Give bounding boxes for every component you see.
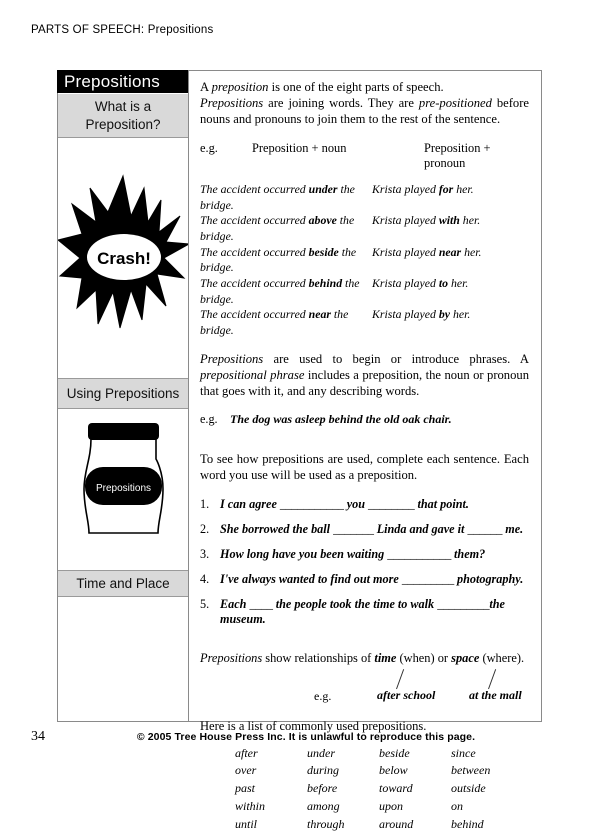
examples-eg-tag: e.g. — [200, 141, 252, 156]
answer-blank[interactable]: _______ — [333, 522, 374, 536]
example-pronoun-sentence: Krista played with her. — [372, 213, 529, 244]
preposition-word: toward — [379, 780, 451, 798]
sidebar — [58, 71, 189, 721]
list-item[interactable] — [200, 522, 529, 537]
answer-blank[interactable]: ______ — [467, 522, 502, 536]
example-noun-sentence: The accident occurred beside the bridge. — [200, 245, 372, 276]
list-item[interactable] — [200, 572, 529, 587]
example-preposition: beside — [309, 245, 339, 259]
sidebar-label-line1: What is a — [95, 98, 151, 116]
worksheet-box — [57, 70, 542, 722]
word-row — [235, 745, 529, 763]
phrase-example-row — [200, 412, 529, 427]
preposition-word: past — [235, 780, 307, 798]
example-preposition: under — [309, 182, 338, 196]
preposition-word: among — [307, 798, 379, 816]
tp-term-prepositions: Prepositions — [200, 651, 262, 665]
example-noun-sentence: The accident occurred near the bridge. — [200, 307, 372, 338]
answer-blank[interactable]: _________ — [402, 572, 454, 586]
using-instruction: To see how prepositions are used, complete each sentence. Each word you use will be used as a preposition. — [200, 451, 529, 484]
preposition-word: until — [235, 816, 307, 833]
crash-text: Crash! — [97, 249, 151, 268]
preposition-word: under — [307, 745, 379, 763]
example-noun-sentence: The accident occurred under the bridge. — [200, 182, 372, 213]
question-number: 2. — [200, 522, 220, 537]
sidebar-empty-cell — [58, 597, 188, 721]
answer-blank[interactable]: _________ — [437, 597, 489, 611]
phrase-eg-tag: e.g. — [200, 412, 230, 427]
list-item[interactable] — [200, 597, 529, 627]
tp-eg-tag: e.g. — [314, 689, 331, 704]
intro-text-3: are joining words. They are — [263, 96, 419, 110]
time-place-paragraph — [200, 651, 529, 666]
example-row — [200, 307, 529, 338]
example-pronoun-sentence: Krista played for her. — [372, 182, 529, 213]
preposition-word: before — [307, 780, 379, 798]
preposition-word: on — [451, 798, 523, 816]
preposition-word: beside — [379, 745, 451, 763]
leader-line-space — [488, 669, 496, 689]
phrase-term-prepositions: Prepositions — [200, 352, 263, 366]
example-row — [200, 213, 529, 244]
example-preposition: near — [309, 307, 331, 321]
question-text: She borrowed the ball _______ Linda and gave it ______ me. — [220, 522, 523, 537]
question-number: 3. — [200, 547, 220, 562]
tp-text-2: (when) or — [396, 651, 451, 665]
copyright-notice: © 2005 Tree House Press Inc. It is unlawful to reproduce this page. — [0, 731, 612, 743]
intro-paragraph — [200, 80, 529, 128]
sidebar-label-using-prepositions — [58, 378, 188, 409]
word-list-intro: Here is a list of commonly used prepositions. — [200, 719, 529, 734]
preposition-word: outside — [451, 780, 523, 798]
intro-term-pre-positioned: pre-positioned — [419, 96, 492, 110]
example-preposition: behind — [309, 276, 342, 290]
tp-term-time: time — [374, 651, 396, 665]
word-row — [235, 780, 529, 798]
page-number: 34 — [31, 729, 45, 745]
preposition-word: below — [379, 762, 451, 780]
sidebar-label-what-is-a-preposition — [58, 94, 188, 138]
preposition-word: after — [235, 745, 307, 763]
word-row — [235, 798, 529, 816]
answer-blank[interactable]: ____ — [249, 597, 272, 611]
intro-text-1: A — [200, 80, 212, 94]
question-text: I've always wanted to find out more _________ photography. — [220, 572, 523, 587]
preposition-word: during — [307, 762, 379, 780]
sidebar-label-time-and-place — [58, 570, 188, 597]
example-preposition: near — [439, 245, 461, 259]
jar-label-text: Prepositions — [96, 483, 151, 494]
tp-example-place: at the mall — [469, 688, 522, 703]
example-pronoun-sentence: Krista played by her. — [372, 307, 529, 338]
intro-text-4: before nouns and pronouns to join them to the rest of the sentence. — [200, 96, 529, 126]
answer-blank[interactable]: ________ — [368, 497, 414, 511]
phrase-text-1: are used to begin or introduce phrases. A — [263, 352, 529, 366]
preposition-word: behind — [451, 816, 523, 833]
time-place-examples — [200, 680, 529, 706]
question-number: 1. — [200, 497, 220, 512]
example-pronoun-sentence: Krista played to her. — [372, 276, 529, 307]
example-preposition: above — [309, 213, 337, 227]
page-title: Prepositions — [57, 70, 188, 93]
preposition-word-grid — [235, 745, 529, 833]
preposition-jar-icon — [58, 409, 188, 570]
preposition-word: within — [235, 798, 307, 816]
word-row — [235, 816, 529, 833]
examples-table — [200, 182, 529, 339]
intro-term-prepositions: Prepositions — [200, 96, 263, 110]
preposition-word: between — [451, 762, 523, 780]
preposition-word: over — [235, 762, 307, 780]
tp-term-space: space — [451, 651, 479, 665]
example-preposition: to — [439, 276, 448, 290]
example-row — [200, 182, 529, 213]
phrase-text-2: includes a preposition, the noun or pronoun that goes with it, and any describing words. — [200, 368, 529, 398]
example-preposition: by — [439, 307, 450, 321]
tp-text-3: (where). — [479, 651, 524, 665]
example-preposition: with — [439, 213, 460, 227]
list-item[interactable] — [200, 497, 529, 512]
example-row — [200, 245, 529, 276]
leader-line-time — [396, 669, 404, 689]
sidebar-label-line1: Using Prepositions — [67, 385, 180, 403]
preposition-word: upon — [379, 798, 451, 816]
answer-blank[interactable]: ___________ — [387, 547, 451, 561]
prepositional-phrase-paragraph — [200, 352, 529, 400]
intro-term-preposition: preposition — [212, 80, 269, 94]
crash-starburst-icon — [58, 138, 188, 378]
example-pronoun-sentence: Krista played near her. — [372, 245, 529, 276]
phrase-term-prepositional-phrase: prepositional phrase — [200, 368, 304, 382]
example-noun-sentence: The accident occurred above the bridge. — [200, 213, 372, 244]
intro-text-2: is one of the eight parts of speech. — [268, 80, 443, 94]
example-row — [200, 276, 529, 307]
running-head: PARTS OF SPEECH: Prepositions — [31, 24, 213, 36]
jar-illustration-cell — [58, 409, 188, 570]
examples-header-noun: Preposition + noun — [252, 141, 424, 156]
preposition-word: through — [307, 816, 379, 833]
examples-header-row — [200, 141, 529, 171]
question-text: How long have you been waiting ___________ them? — [220, 547, 485, 562]
exercise-list — [200, 497, 529, 627]
list-item[interactable] — [200, 547, 529, 562]
content-column — [189, 71, 541, 721]
phrase-eg-sentence: The dog was asleep behind the old oak chair. — [230, 412, 452, 427]
question-text: I can agree ___________ you ________ that point. — [220, 497, 469, 512]
answer-blank[interactable]: ___________ — [280, 497, 344, 511]
example-preposition: for — [439, 182, 453, 196]
question-number: 4. — [200, 572, 220, 587]
examples-header-pronoun: Preposition + pronoun — [424, 141, 529, 171]
example-noun-sentence: The accident occurred behind the bridge. — [200, 276, 372, 307]
question-number: 5. — [200, 597, 220, 612]
preposition-word: since — [451, 745, 523, 763]
crash-illustration-cell — [58, 138, 188, 378]
preposition-word: around — [379, 816, 451, 833]
tp-example-time: after school — [377, 688, 435, 703]
content-inner — [189, 71, 541, 833]
sidebar-label-line1: Time and Place — [76, 575, 169, 593]
word-row — [235, 762, 529, 780]
tp-text-1: show relationships of — [262, 651, 374, 665]
sidebar-label-line2: Preposition? — [85, 116, 160, 134]
spacer-before-using — [200, 427, 529, 451]
question-text: Each ____ the people took the time to walk _________the museum. — [220, 597, 529, 627]
spacer-before-time-place — [200, 637, 529, 651]
